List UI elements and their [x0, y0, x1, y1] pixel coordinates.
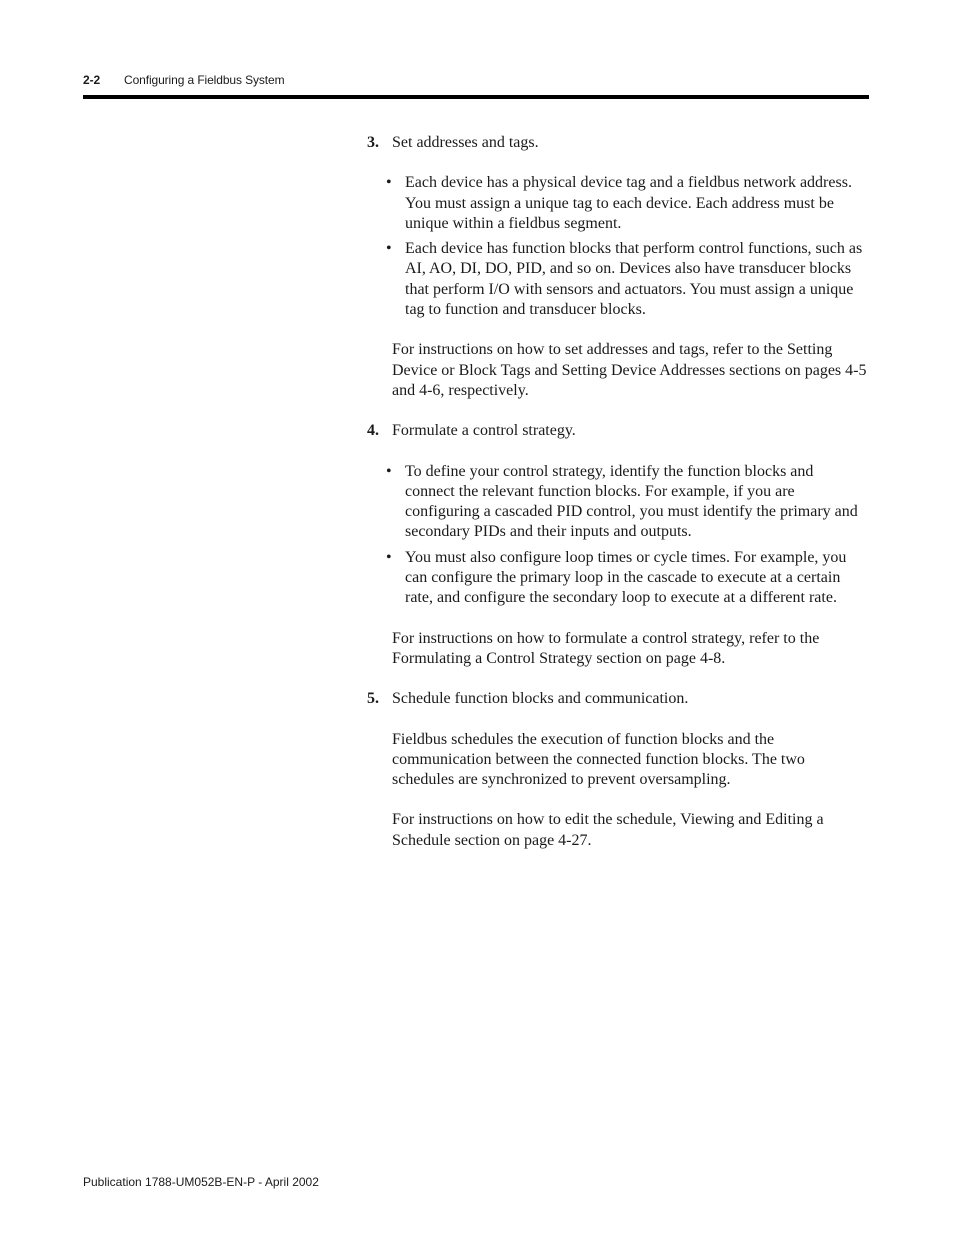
chapter-title: Configuring a Fieldbus System [124, 73, 285, 87]
list-item [386, 173, 867, 234]
bullet-text: Each device has function blocks that perform control functions, such as AI, AO, DI, DO, PID, and so on. Devices also have transducer blocks that perform I/O with sensors and actuators. You must assign a unique tag to function and transducer blocks. [405, 240, 863, 319]
bullet-icon: • [386, 240, 392, 258]
step-3 [367, 133, 867, 153]
list-item [386, 462, 867, 543]
bullet-list [367, 462, 867, 609]
bullet-text: To define your control strategy, identify the function blocks and connect the relevant function blocks. For example, if you are configuring a cascaded PID control, you must identify the primary and secondary PIDs and their inputs and outputs. [405, 462, 858, 541]
step-number: 4. [367, 422, 379, 440]
bullet-icon: • [386, 548, 392, 566]
paragraph: For instructions on how to edit the schedule, Viewing and Editing a Schedule section on page 4-27. [392, 811, 824, 849]
bullet-icon: • [386, 462, 392, 480]
list-item [386, 239, 867, 320]
page-header [83, 73, 285, 87]
bullet-text: Each device has a physical device tag and a fieldbus network address. You must assign a unique tag to each device. Each address must be unique within a fieldbus segment. [405, 174, 852, 232]
paragraph: Fieldbus schedules the execution of function blocks and the communication between the connected function blocks. The two schedules are synchronized to prevent oversampling. [392, 730, 805, 789]
bullet-icon: • [386, 174, 392, 192]
list-item [386, 548, 867, 609]
step-title: Set addresses and tags. [392, 134, 539, 151]
step-title: Formulate a control strategy. [392, 422, 576, 440]
step-5 [367, 689, 867, 709]
step-4 [367, 421, 867, 441]
header-rule [83, 95, 869, 99]
step-number: 3. [367, 134, 379, 151]
paragraph: For instructions on how to set addresses and tags, refer to the Setting Device or Block Tags and Setting Device Addresses sections on pages 4-5 and 4-6, respectively. [392, 341, 867, 399]
page-number: 2-2 [83, 73, 101, 87]
paragraph: For instructions on how to formulate a control strategy, refer to the Formulating a Control Strategy section on page 4-8. [392, 629, 820, 667]
bullet-list [367, 173, 867, 320]
page-footer: Publication 1788-UM052B-EN-P - April 2002 [83, 1175, 319, 1189]
bullet-text: You must also configure loop times or cycle times. For example, you can configure the primary loop in the cascade to execute at a certain rate, and configure the secondary loop to execute at a different rate. [405, 548, 847, 607]
step-number: 5. [367, 690, 379, 708]
step-title: Schedule function blocks and communication. [392, 690, 689, 708]
main-content [367, 133, 867, 851]
